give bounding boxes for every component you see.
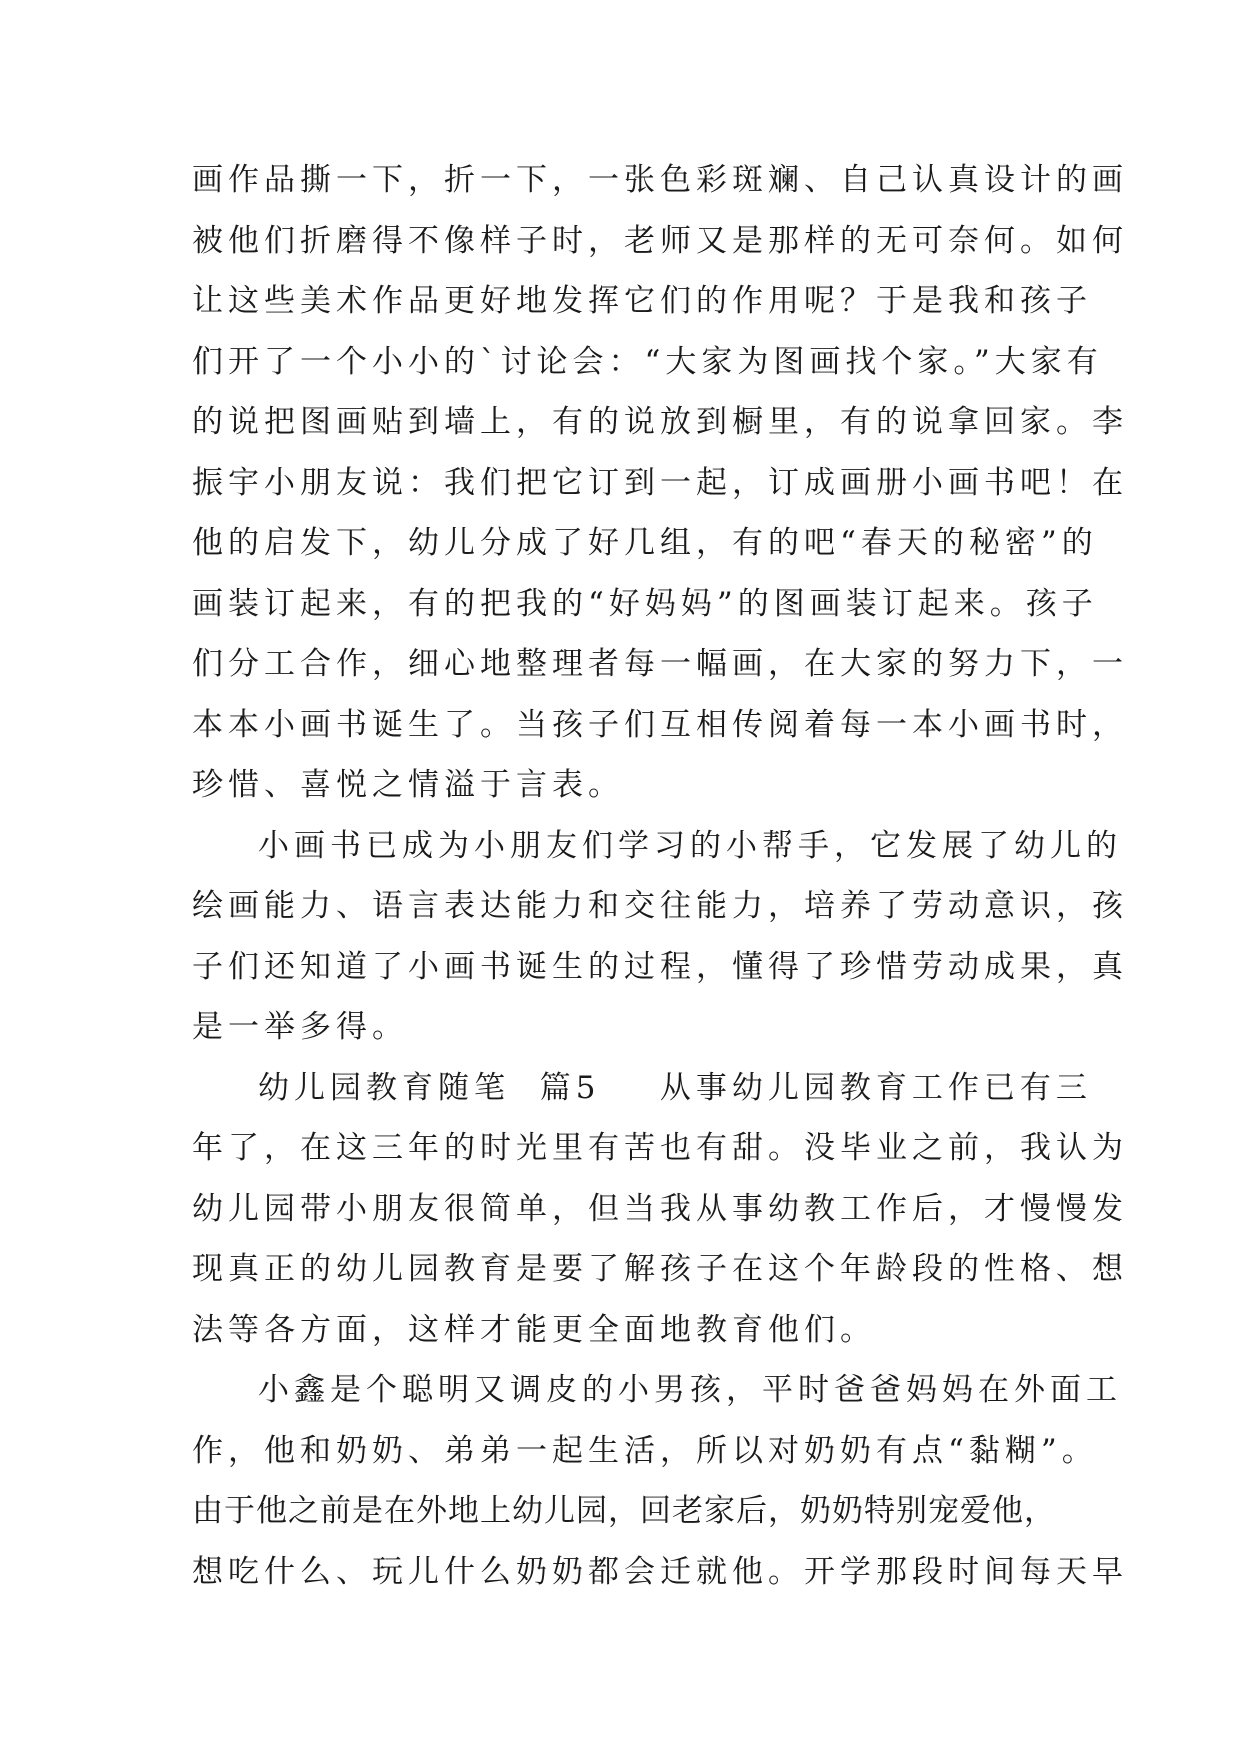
section-heading-line: 幼儿园教育随笔 篇5 从事幼儿园教育工作已有三 (258, 1069, 1092, 1106)
text-line: 振宇小朋友说：我们把它订到一起，订成画册小画书吧！在 (192, 464, 1128, 501)
paragraph-start-line: 小鑫是个聪明又调皮的小男孩，平时爸爸妈妈在外面工 (258, 1372, 1122, 1408)
text-line: 画装订起来，有的把我的“好妈妈”的图画装订起来。孩子 (192, 585, 1098, 622)
text-line: 珍惜、喜悦之情溢于言表。 (192, 767, 624, 803)
text-line: 法等各方面，这样才能更全面地教育他们。 (192, 1311, 876, 1348)
text-line: 是一举多得。 (192, 1009, 408, 1045)
text-line: 年了，在这三年的时光里有苦也有甜。没毕业之前，我认为 (192, 1130, 1128, 1166)
body-text (192, 150, 1128, 1602)
text-line: 作，他和奶奶、弟弟一起生活，所以对奶奶有点“黏糊”。 (192, 1432, 1098, 1469)
text-line: 由于他之前是在外地上幼儿园，回老家后，奶奶特别宠爱他， (192, 1493, 1056, 1529)
text-line: 画作品撕一下，折一下，一张色彩斑斓、自己认真设计的画 (192, 162, 1128, 198)
text-line: 他的启发下，幼儿分成了好几组，有的吧“春天的秘密”的 (192, 525, 1098, 561)
text-line: 想吃什么、玩儿什么奶奶都会迁就他。开学那段时间每天早 (192, 1553, 1128, 1590)
paragraph-start-line: 小画书已成为小朋友们学习的小帮手，它发展了幼儿的 (258, 827, 1122, 864)
text-line: 被他们折磨得不像样子时，老师又是那样的无可奈何。如何 (192, 222, 1128, 259)
text-line: 绘画能力、语言表达能力和交往能力，培养了劳动意识，孩 (192, 888, 1128, 924)
text-line: 们分工合作，细心地整理者每一幅画，在大家的努力下，一 (192, 646, 1128, 682)
text-line: 们开了一个小小的`讨论会：“大家为图画找个家。”大家有 (192, 343, 1103, 380)
text-line: 的说把图画贴到墙上，有的说放到橱里，有的说拿回家。李 (192, 404, 1128, 440)
text-line: 现真正的幼儿园教育是要了解孩子在这个年龄段的性格、想 (192, 1251, 1128, 1287)
text-line: 子们还知道了小画书诞生的过程，懂得了珍惜劳动成果，真 (192, 948, 1128, 985)
text-line: 让这些美术作品更好地发挥它们的作用呢？于是我和孩子 (192, 283, 1092, 319)
text-line: 本本小画书诞生了。当孩子们互相传阅着每一本小画书时， (192, 706, 1128, 743)
text-line: 幼儿园带小朋友很简单，但当我从事幼教工作后，才慢慢发 (192, 1190, 1128, 1227)
